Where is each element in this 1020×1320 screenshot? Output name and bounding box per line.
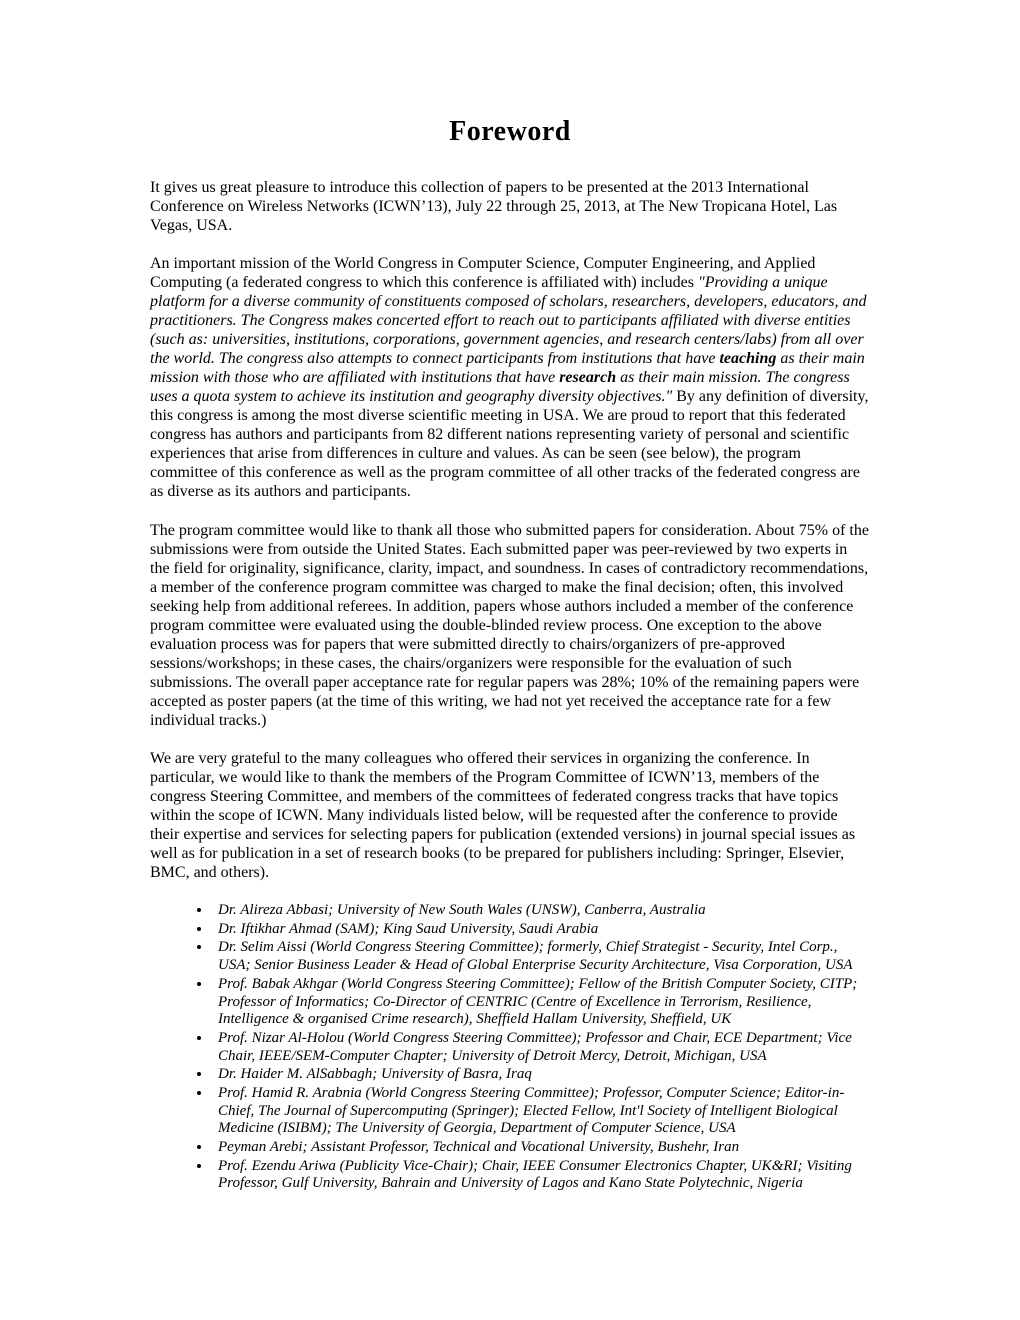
paragraph-acknowledgements: We are very grateful to the many colleagues who offered their services in organizing the conference. In particular, we would like to thank the members of the Program Committee of ICWN’13, members of the congress Steering Committee, and members of the committees of federated congress tracks that have topics within the scope of ICWN. Many individuals listed below, will be requested after the conference to provide their expertise and services for selecting papers for publication (extended versions) in journal special issues as well as for publication in a set of research books (to be prepared for publishers including: Springer, Elsevier, BMC, and others). xyxy=(150,749,856,882)
committee-member-item: • Prof. Babak Akhgar (World Congress Steering Committee); Fellow of the British Computer Society, CITP; Professor of Informatics; Co-Director of CENTRIC (Centre of Excellence in Terrorism, Resilience, Intelligence & organised Crime research), Sheffield Hallam University, Sheffield, UK xyxy=(212,976,870,1029)
text-segment: By any definition of diversity, this congress is among the most diverse scientific meeting in USA. We are proud to report that this federated congress has authors and participants from 82 different nations representing variety of personal and scientific experiences that arise from differences in culture and values. As can be seen (see below), the program committee of this conference as well as the program committee of all other tracks of the federated congress are as diverse as its authors and participants. xyxy=(150,388,869,501)
text-segment: "Providing a unique platform for a diverse community of constituents composed of scholars, researchers, developers, educators, and practitioners. The Congress makes concerted effort to reach out to participants affiliated with diverse entities (such as: universities, institutions, corporations, government agencies, and research centers/labs) from all over the world. The congress also attempts to connect participants from institutions that have xyxy=(150,274,867,368)
committee-member-item: • Peyman Arebi; Assistant Professor, Technical and Vocational University, Bushehr, Iran xyxy=(212,1139,870,1157)
committee-member-item: • Dr. Iftikhar Ahmad (SAM); King Saud University, Saudi Arabia xyxy=(212,921,870,939)
committee-member-item: • Dr. Alireza Abbasi; University of New South Wales (UNSW), Canberra, Australia xyxy=(212,902,870,920)
paragraph-review-process: The program committee would like to thank all those who submitted papers for consideration. About 75% of the submissions were from outside the United States. Each submitted paper was peer-reviewed by two experts in the field for originality, significance, clarity, impact, and soundness. In cases of contradictory recommendations, a member of the conference program committee was charged to make the final decision; often, this involved seeking help from additional referees. In addition, papers whose authors included a member of the conference program committee were evaluated using the double-blinded review process. One exception to the above evaluation process was for papers that were submitted directly to chairs/organizers of pre-approved sessions/workshops; in these cases, the chairs/organizers were responsible for the evaluation of such submissions. The overall paper acceptance rate for regular papers was 28%; 10% of the remaining papers were accepted as poster papers (at the time of this writing, we had not yet received the acceptance rate for a few individual tracks.) xyxy=(150,521,869,729)
committee-member-item: • Prof. Hamid R. Arabnia (World Congress Steering Committee); Professor, Computer Science; Editor-in-Chief, The Journal of Supercomputing (Springer); Elected Fellow, Int'l Society of Intelligent Biological Medicine (ISIBM); The University of Georgia, Department of Computer Science, USA xyxy=(212,1085,870,1138)
text-segment: as their main mission. The congress uses a quota system to achieve its institution and geography diversity objectives." xyxy=(150,369,850,406)
text-segment: An important mission of the World Congress in Computer Science, Computer Engineering, and Applied Computing (a federated congress to which this conference is affiliated with) includes xyxy=(150,255,816,292)
committee-member-item: • Dr. Selim Aissi (World Congress Steering Committee); formerly, Chief Strategist - Security, Intel Corp., USA; Senior Business Leader & Head of Global Enterprise Security Architecture, Visa Corporation, USA xyxy=(212,939,870,974)
committee-member-item: • Prof. Ezendu Ariwa (Publicity Vice-Chair); Chair, IEEE Consumer Electronics Chapter, UK&RI; Visiting Professor, Gulf University, Bahrain and University of Lagos and Kano State Polytechnic, Nigeria xyxy=(212,1158,870,1193)
paragraph-congress-mission xyxy=(150,254,870,501)
text-segment: teaching xyxy=(719,350,777,368)
paragraph-introduction: It gives us great pleasure to introduce this collection of papers to be presented at the 2013 International Conference on Wireless Networks (ICWN’13), July 22 through 25, 2013, at The New Tropicana Hotel, Las Vegas, USA. xyxy=(150,179,838,235)
committee-member-list xyxy=(192,902,870,1193)
text-segment: as their main mission with those who are affiliated with institutions that have xyxy=(150,350,865,387)
text-segment: research xyxy=(559,369,617,387)
committee-member-item: • Prof. Nizar Al-Holou (World Congress Steering Committee); Professor and Chair, ECE Department; Vice Chair, IEEE/SEM-Computer Chapter; University of Detroit Mercy, Detroit, Michigan, USA xyxy=(212,1030,870,1065)
committee-member-item: • Dr. Haider M. AlSabbagh; University of Basra, Iraq xyxy=(212,1066,870,1084)
page-title: Foreword xyxy=(449,116,571,147)
